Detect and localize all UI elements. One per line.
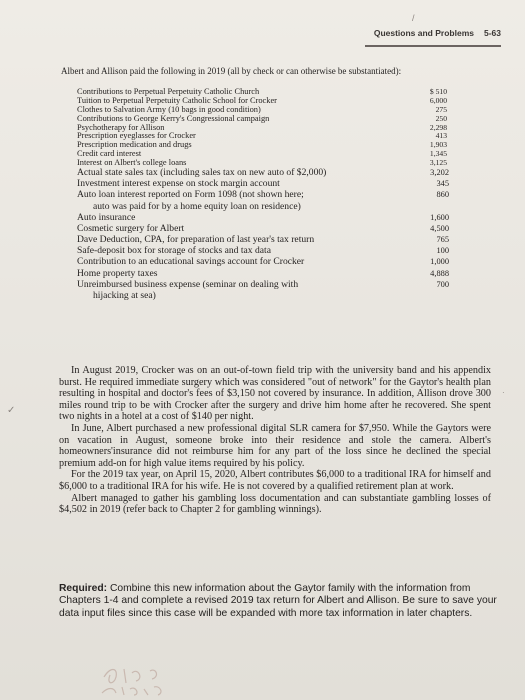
expense-label: Dave Deduction, CPA, for preparation of last year's tax return xyxy=(77,233,315,245)
expense-amount: 413 xyxy=(435,131,447,141)
pencil-scribble xyxy=(100,663,220,697)
expense-amount: 1,345 xyxy=(429,149,447,159)
expense-amount: 6,000 xyxy=(429,95,447,105)
expense-label: Contributions to George Kerry's Congressional campaign xyxy=(77,113,270,123)
expense-amount: 1,000 xyxy=(430,257,449,267)
expense-list xyxy=(77,87,457,301)
expense-row xyxy=(77,131,457,140)
expense-row xyxy=(77,87,457,96)
expense-row xyxy=(77,114,457,123)
expense-continuation: hijacking at sea) xyxy=(93,289,156,301)
required-section xyxy=(59,583,499,620)
expense-label: Investment interest expense on stock margin account xyxy=(77,178,280,190)
expense-label: Contribution to an educational savings account for Crocker xyxy=(77,256,305,268)
expense-label: Cosmetic surgery for Albert xyxy=(77,222,185,234)
expense-row xyxy=(77,268,457,279)
narrative-paragraph: In August 2019, Crocker was on an out-of-town field trip with the university band and his appendix burst. He required immediate surgery which was considered "out of network" for the Gaytor's health plan resulting in hospital and doctor's fees of $3,150 not covered by insurance. In addition, Allison drove 300 miles round trip to be with Crocker after the surgery and drive him home after he recovered. She spent two nights in a hotel at a cost of $140 per night. xyxy=(59,365,491,423)
expense-label: Clothes to Salvation Army (10 bags in good condition) xyxy=(77,104,261,114)
narrative-section xyxy=(59,365,491,516)
expense-amount: 3,202 xyxy=(430,168,449,178)
expense-label: Prescription medication and drugs xyxy=(77,140,192,150)
section-title: Questions and Problems xyxy=(373,28,474,38)
expense-label: Credit card interest xyxy=(77,149,142,159)
expense-amount: 275 xyxy=(435,104,447,114)
expense-amount: 100 xyxy=(436,246,449,256)
expense-continuation: auto was paid for by a home equity loan on residence) xyxy=(93,200,301,212)
expense-row xyxy=(77,158,457,167)
pen-check-mark: ✓ xyxy=(7,405,16,416)
expense-label: Actual state sales tax (including sales tax on new auto of $2,000) xyxy=(77,167,327,179)
pencil-stroke-bottom xyxy=(102,687,161,695)
page-header xyxy=(374,28,501,38)
expense-row xyxy=(77,96,457,105)
expense-row xyxy=(77,245,457,256)
expense-amount: 3,125 xyxy=(429,158,447,168)
expense-label: Unreimbursed business expense (seminar on dealing with xyxy=(77,278,299,290)
expense-row xyxy=(77,105,457,114)
expense-label: Psychotherapy for Allison xyxy=(77,122,165,132)
expense-amount: $ 510 xyxy=(429,87,447,96)
expense-amount: 765 xyxy=(436,234,449,244)
expense-amount: 4,500 xyxy=(430,223,449,233)
required-heading: Required: xyxy=(59,583,108,594)
expense-amount: 2,298 xyxy=(429,122,447,132)
expense-label: Auto insurance xyxy=(77,211,136,223)
expense-amount: 1,903 xyxy=(429,140,447,150)
expense-label: Contributions to Perpetual Perpetuity Catholic Church xyxy=(77,87,260,96)
narrative-paragraph: Albert managed to gather his gambling loss documentation and can substantiate gambling losses of $4,502 in 2019 (refer back to Chapter 2 for gambling winnings). xyxy=(59,492,491,516)
page-number: 5-63 xyxy=(483,28,501,38)
header-rule xyxy=(365,45,501,47)
expense-label: Safe-deposit box for storage of stocks and tax data xyxy=(77,245,271,257)
pencil-stroke-top xyxy=(104,669,156,683)
expense-amount: 4,888 xyxy=(430,268,449,278)
expense-row xyxy=(77,167,457,178)
expense-amount: 250 xyxy=(435,113,447,123)
expense-row xyxy=(77,256,457,267)
expense-row xyxy=(77,123,457,132)
expense-row xyxy=(77,149,457,158)
expense-row xyxy=(77,234,457,245)
intro-paragraph: Albert and Allison paid the following in 2019 (all by check or can otherwise be substantiated): xyxy=(61,66,402,76)
required-text: Combine this new information about the Gaytor family with the information from Chapters 1-4 and complete a revised 2019 tax return for Albert and Allison. Be sure to save your data input files since this case will be expanded with more tax information in later chapters. xyxy=(59,583,497,619)
expense-amount: 860 xyxy=(436,190,449,200)
expense-row xyxy=(77,189,457,200)
expense-row xyxy=(77,279,457,290)
expense-group-a xyxy=(77,87,457,167)
expense-row xyxy=(77,140,457,149)
expense-label: Prescription eyeglasses for Crocker xyxy=(77,131,196,141)
expense-label: Auto loan interest reported on Form 1098 (not shown here; xyxy=(77,189,304,201)
narrative-paragraph: In June, Albert purchased a new professional digital SLR camera for $7,950. While the Gaytors were on vacation in August, someone broke into their residence and stole the camera. Albert's homeowners'insurance did not reimburse him for any part of the loss since he declined the special premium add-on for high value items required by his policy. xyxy=(59,422,491,469)
expense-amount: 700 xyxy=(436,279,449,289)
expense-label: Home property taxes xyxy=(77,267,158,279)
pen-dot-mark: · xyxy=(502,388,505,397)
narrative-paragraph: For the 2019 tax year, on April 15, 2020, Albert contributes $6,000 to a traditional IRA for himself and $6,000 to a traditional IRA for his wife. He is not covered by a qualified retirement plan at work. xyxy=(59,469,491,492)
expense-row xyxy=(77,212,457,223)
expense-group-b xyxy=(77,167,457,301)
expense-amount: 1,600 xyxy=(430,212,449,222)
expense-row xyxy=(77,178,457,189)
expense-row xyxy=(77,223,457,234)
expense-label: Interest on Albert's college loans xyxy=(77,158,187,168)
pen-tick-mark: / xyxy=(412,13,415,23)
expense-amount: 345 xyxy=(436,179,449,189)
expense-label: Tuition to Perpetual Perpetuity Catholic School for Crocker xyxy=(77,95,277,105)
